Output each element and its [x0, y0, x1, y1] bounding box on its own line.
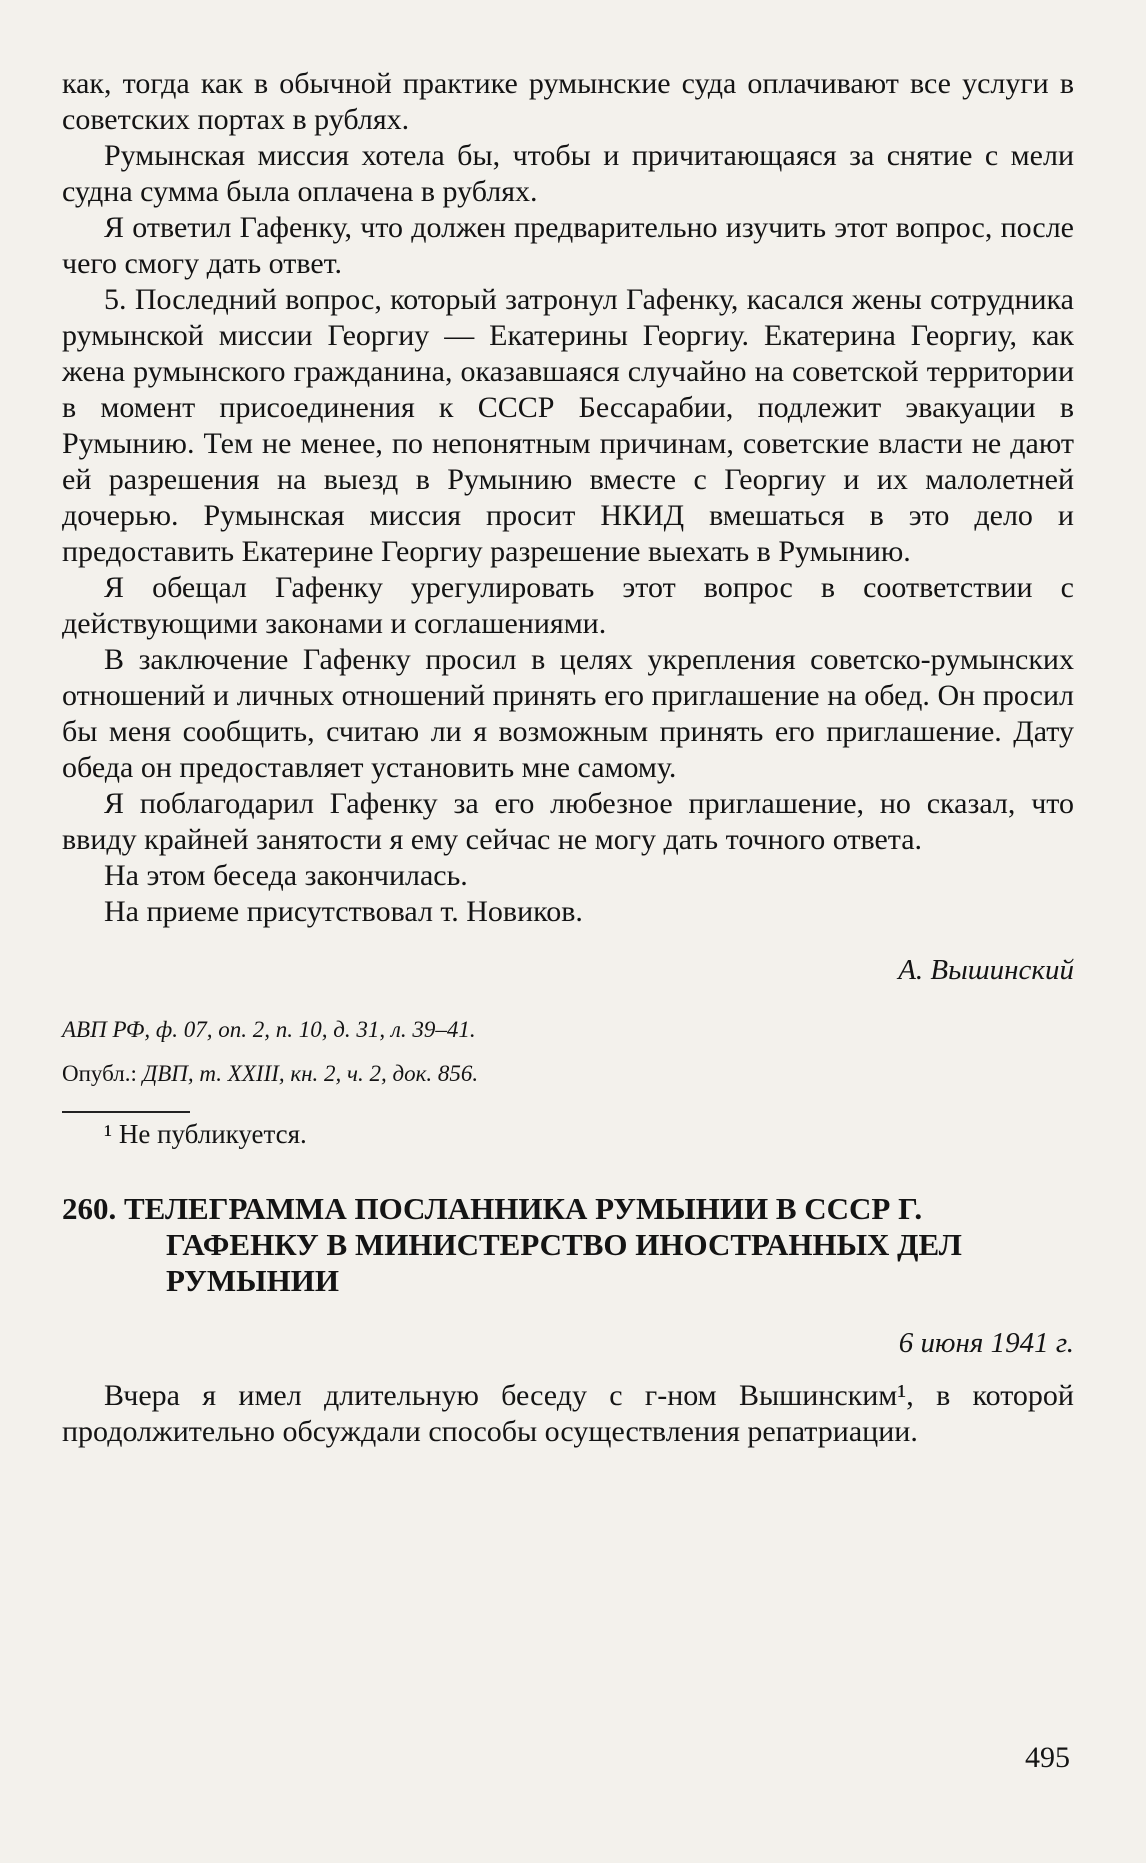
body-paragraph-7: Я поблагодарил Гафенку за его любезное приглашение, но сказал, что ввиду крайней занятости я ему сейчас не могу дать точного ответа.: [62, 787, 1074, 856]
body-paragraph-1: как, тогда как в обычной практике румынские суда оплачивают все услуги в советских портах в рублях.: [62, 67, 1074, 136]
signature: А. Вышинский: [898, 954, 1074, 986]
footnote: ¹ Не публикуется.: [104, 1119, 307, 1149]
body-paragraph-5: Я обещал Гафенку урегулировать этот вопрос в соответствии с действующими законами и соглашениями.: [62, 571, 1074, 640]
body-paragraph-6: В заключение Гафенку просил в целях укрепления советско-румынских отношений и личных отношений принять его приглашение на обед. Он просил бы меня сообщить, считаю ли я возможным принять его приглашение. Дату обеда он предоставляет установить мне самому.: [62, 643, 1074, 784]
archive-reference-text: АВП РФ, ф. 07, оп. 2, п. 10, д. 31, л. 39–41.: [62, 1017, 476, 1042]
published-label: Опубл.:: [62, 1061, 137, 1086]
page-number: 495: [1025, 1741, 1070, 1774]
document-heading: 260. ТЕЛЕГРАММА ПОСЛАННИКА РУМЫНИИ В СССР Г. ГАФЕНКУ В МИНИСТЕРСТВО ИНОСТРАННЫХ ДЕЛ РУМЫНИИ: [62, 1191, 962, 1298]
document-date: 6 июня 1941 г.: [898, 1327, 1074, 1359]
body-paragraph-3: Я ответил Гафенку, что должен предварительно изучить этот вопрос, после чего смогу дать ответ.: [62, 211, 1074, 280]
archive-reference: [62, 1015, 1074, 1045]
body-paragraph-8: На этом беседа закончилась.: [104, 859, 468, 892]
body-paragraph-2: Румынская миссия хотела бы, чтобы и причитающаяся за снятие с мели судна сумма была оплачена в рублях.: [62, 139, 1074, 208]
published-reference-text: ДВП, т. XXIII, кн. 2, ч. 2, док. 856.: [142, 1061, 479, 1086]
body-paragraph-4: 5. Последний вопрос, который затронул Гафенку, касался жены сотрудника румынской миссии Георгиу — Екатерины Георгиу. Екатерина Георгиу, как жена румынского гражданина, оказавшаяся случайно на советской территории в момент присоединения к СССР Бессарабии, подлежит эвакуации в Румынию. Тем не менее, по непонятным причинам, советские власти не дают ей разрешения на выезд в Румынию вместе с Георгиу и их малолетней дочерью. Румынская миссия просит НКИД вмешаться в это дело и предоставить Екатерине Георгиу разрешение выехать в Румынию.: [62, 283, 1074, 568]
footnote-divider: [62, 1111, 190, 1113]
document-body-paragraph: Вчера я имел длительную беседу с г-ном Вышинским¹, в которой продолжительно обсуждали способы осуществления репатриации.: [62, 1379, 1074, 1448]
body-paragraph-9: На приеме присутствовал т. Новиков.: [104, 895, 583, 928]
publication-reference: [62, 1059, 1074, 1089]
